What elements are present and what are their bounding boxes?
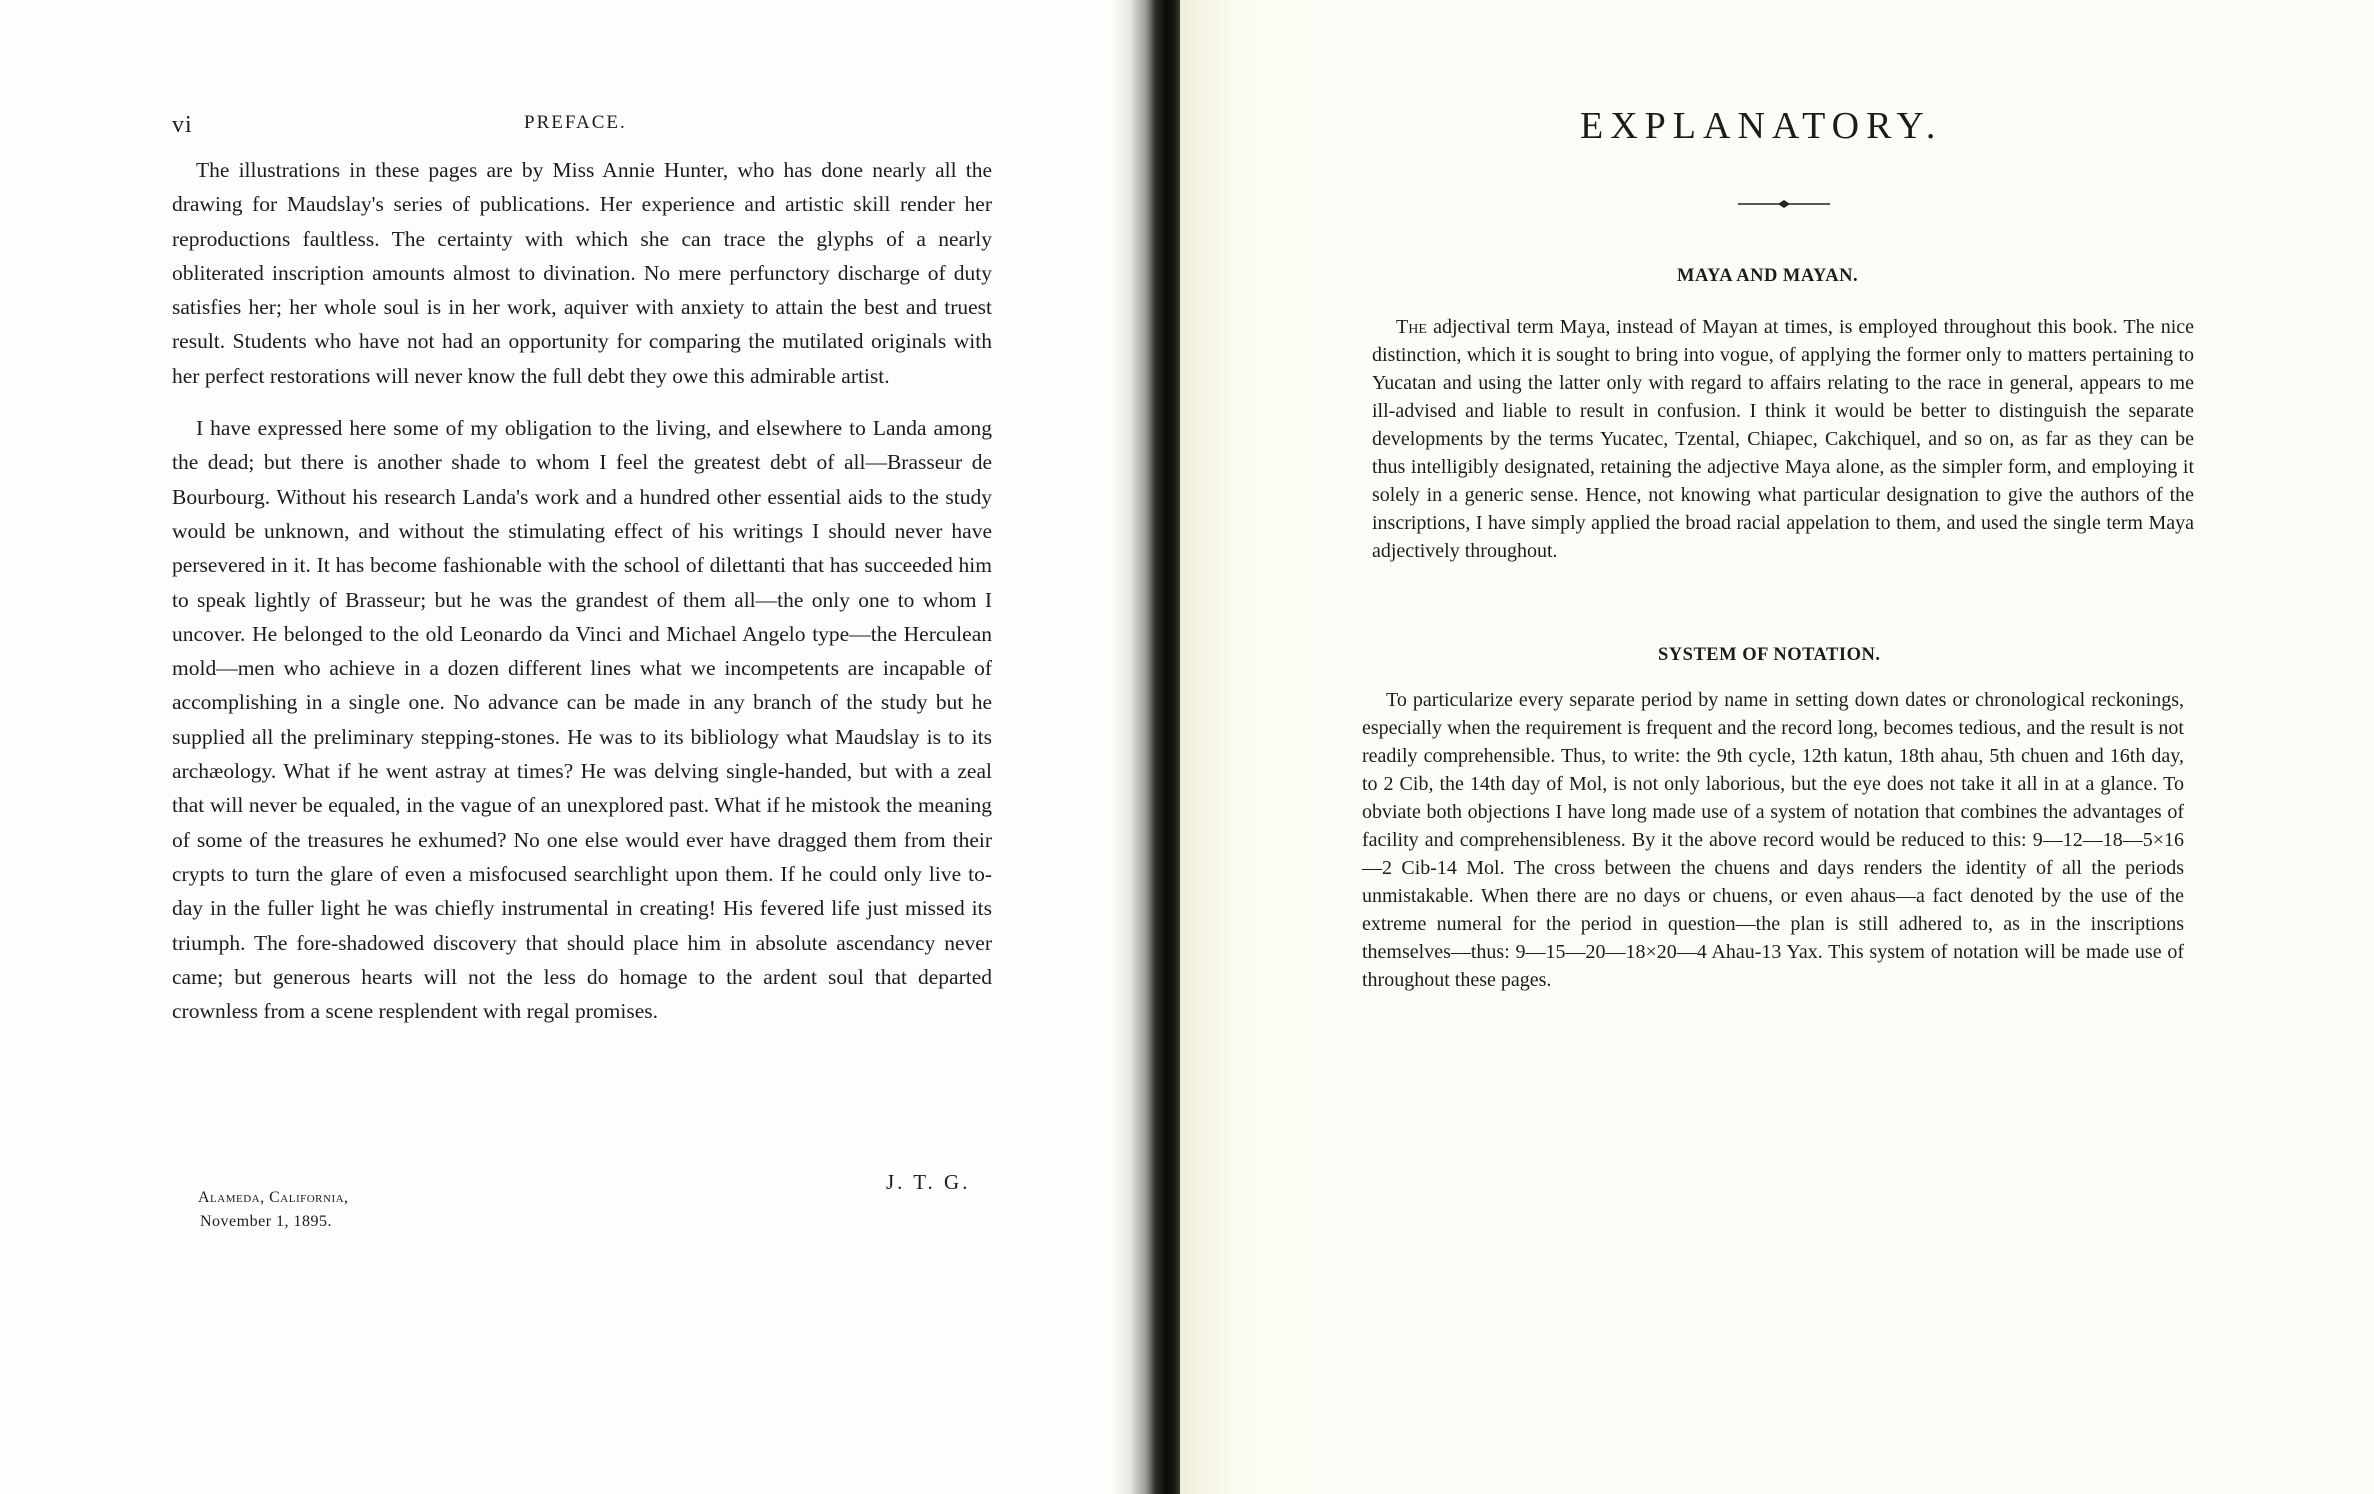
section-text-maya [1372,313,2194,565]
left-page [0,0,1150,1494]
section-body: To particularize every separate period by name in setting down dates or chronological reckonings, especially when the requirement is frequent and the record long, becomes tedious, and the result is not readily comprehensible. Thus, to write: the 9th cycle, 12th katun, 18th ahau, 5th chuen and 16th day, to 2 Cib, the 14th day of Mol, is not only laborious, but the eye does not take it all in at a glance. To obviate both objections I have long made use of a system of notation that combines the advantages of facility and comprehensibleness. By it the above record would be reduced to this: 9—12—18—5×16—2 Cib-14 Mol. The cross between the chuens and days renders the identity of all the periods unmistakable. When there are no days or chuens, or even ahaus—a fact denoted by the use of the extreme numeral for the period in question—the plan is still adhered to, as in the inscriptions themselves—thus: 9—15—20—18×20—4 Ahau-13 Yax. This system of notation will be made use of throughout these pages. [1362,689,2184,991]
preface-text [172,153,992,1028]
running-title: PREFACE. [524,112,627,133]
place-line: Alameda, California, [198,1189,349,1206]
page-number: vi [172,112,193,138]
section-heading-notation: SYSTEM OF NOTATION. [1658,645,1881,665]
chapter-title: EXPLANATORY. [1580,105,1943,147]
section-body: adjectival term Maya, instead of Mayan at times, is employed throughout this book. The nice distinction, which it is sought to bring into vogue, of applying the former only to matters pertaining to Yucatan and using the latter only with regard to affairs relating to the race in general, appears to me ill-advised and liable to result in confusion. I think it would be better to distinguish the separate developments by the terms Yucatec, Tzental, Chiapec, Cakchiquel, and so on, as far as they can be thus intelligibly designated, retaining the adjective Maya alone, as the simpler form, and employing it solely in a generic sense. Hence, not knowing what particular designation to give the authors of the inscriptions, I have simply applied the broad racial appelation to them, and used the single term Maya adjectively throughout. [1372,316,2194,562]
date-line: November 1, 1895. [200,1213,333,1230]
paragraph-brasseur: I have expressed here some of my obligation to the living, and elsewhere to Landa among the dead; but there is another shade to whom I feel the greatest debt of all—Brasseur de Bourbourg. Without his research Landa's work and a hundred other essential aids to the study would be unknown, and without the stimulating effect of his writings I should never have persevered in it. It has become fashionable with the school of dilettanti that has succeeded him to speak lightly of Brasseur; but he was the grandest of them all—the only one to whom I uncover. He belonged to the old Leonardo da Vinci and Michael Angelo type—the Herculean mold—men who achieve in a dozen different lines what we incompetents are incapable of accomplishing in a single one. No advance can be made in any branch of the study but he supplied all the preliminary stepping-stones. He was to its bibliology what Maudslay is to its archæology. What if he went astray at times? He was delving single-handed, but with a zeal that will never be equaled, in the vague of an unexplored past. What if he mistook the meaning of some of the treasures he exhumed? No one else would ever have dragged them from their crypts to turn the glare of even a misfocused searchlight upon them. If he could only live to-day in the fuller light he was chiefly instrumental in creating! His fevered life just missed its triumph. The fore-shadowed discovery that should place him in absolute ascendancy never came; but generous hearts will not the less do homage to the ardent soul that departed crownless from a scene resplendent with regal promises. [172,416,992,1024]
author-initials: J. T. G. [886,1170,971,1194]
section-heading-maya: MAYA AND MAYAN. [1677,266,1859,286]
section-text-notation [1362,686,2184,994]
lead-word: The [1396,316,1427,338]
ornament-rule-icon [1738,196,1830,212]
paragraph-illustrations: The illustrations in these pages are by Miss Annie Hunter, who has done nearly all the drawing for Maudslay's series of publications. Her experience and artistic skill render her reproductions faultless. The certainty with which she can trace the glyphs of a nearly obliterated inscription amounts almost to divination. No mere perfunctory discharge of duty satisfies her; her whole soul is in her work, aquiver with anxiety to attain the best and truest result. Students who have not had an opportunity for comparing the mutilated originals with her perfect restorations will never know the full debt they owe this admirable artist. [172,158,992,388]
right-page [1180,0,2374,1494]
signature-place-date [198,1186,349,1234]
